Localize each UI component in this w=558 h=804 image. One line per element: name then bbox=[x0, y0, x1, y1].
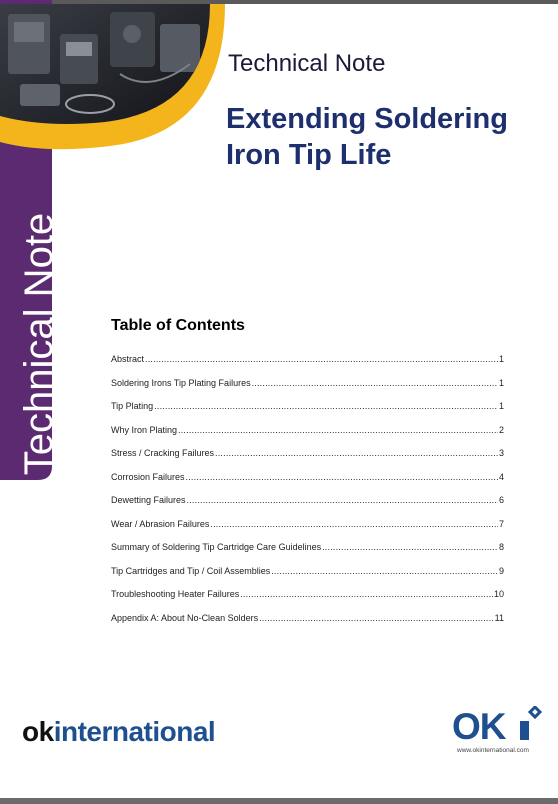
toc-entry[interactable] bbox=[111, 519, 504, 543]
toc-entry[interactable] bbox=[111, 425, 504, 449]
header-photo-image bbox=[0, 4, 225, 154]
table-of-contents bbox=[111, 354, 504, 636]
toc-entry-page: 11 bbox=[494, 612, 504, 623]
toc-entry[interactable] bbox=[111, 589, 504, 613]
toc-entry-title: Tip Plating bbox=[111, 401, 154, 411]
toc-entry[interactable] bbox=[111, 401, 504, 425]
toc-entry-title: Wear / Abrasion Failures bbox=[111, 518, 210, 529]
toc-entry-page: 10 bbox=[493, 589, 504, 599]
dot-leader bbox=[186, 472, 498, 482]
logo-ok-text: ok bbox=[22, 716, 54, 747]
dot-leader bbox=[187, 495, 498, 505]
toc-entry[interactable] bbox=[111, 542, 504, 566]
toc-entry-title: Tip Cartridges and Tip / Coil Assemblies bbox=[111, 565, 271, 576]
toc-entry-page: 1 bbox=[498, 377, 504, 388]
dot-leader bbox=[215, 448, 498, 458]
toc-entry[interactable] bbox=[111, 378, 504, 402]
toc-heading: Table of Contents bbox=[111, 317, 245, 334]
logo-international-text: international bbox=[53, 716, 216, 747]
toc-entry-page: 7 bbox=[498, 518, 504, 529]
toc-entry-title: Dewetting Failures bbox=[111, 495, 186, 505]
toc-entry[interactable] bbox=[111, 613, 504, 637]
toc-entry-title: Troubleshooting Heater Failures bbox=[111, 589, 240, 599]
title-line-1: Extending Soldering bbox=[226, 103, 508, 135]
title-line-2: Iron Tip Life bbox=[226, 139, 392, 171]
toc-entry-page: 2 bbox=[498, 424, 504, 435]
toc-entry[interactable] bbox=[111, 354, 504, 378]
dot-leader bbox=[178, 425, 498, 435]
toc-entry-page: 1 bbox=[498, 401, 504, 411]
toc-entry-title: Appendix A: About No-Clean Solders bbox=[111, 612, 259, 623]
bottom-border-bar bbox=[0, 798, 558, 804]
oki-logo bbox=[452, 706, 548, 744]
dot-leader bbox=[240, 589, 493, 599]
document-title bbox=[226, 101, 546, 173]
side-banner-text: Technical Note bbox=[17, 212, 61, 476]
toc-entry-title: Why Iron Plating bbox=[111, 424, 178, 435]
toc-entry[interactable] bbox=[111, 566, 504, 590]
toc-entry-title: Summary of Soldering Tip Cartridge Care Guidelines bbox=[111, 542, 322, 552]
toc-entry-title: Stress / Cracking Failures bbox=[111, 448, 215, 458]
toc-entry[interactable] bbox=[111, 495, 504, 519]
website-url[interactable]: www.okinternational.com bbox=[457, 747, 529, 754]
toc-entry-page: 6 bbox=[498, 495, 504, 505]
dot-leader bbox=[210, 519, 498, 529]
svg-text:OK: OK bbox=[452, 706, 506, 744]
toc-entry-title: Soldering Irons Tip Plating Failures bbox=[111, 377, 251, 388]
dot-leader bbox=[252, 378, 498, 388]
toc-entry-page: 8 bbox=[498, 542, 504, 552]
toc-entry-title: Abstract bbox=[111, 354, 145, 364]
toc-entry-page: 3 bbox=[498, 448, 504, 458]
document-type-label: Technical Note bbox=[228, 50, 386, 77]
toc-entry-page: 4 bbox=[498, 471, 504, 482]
toc-entry-page: 9 bbox=[498, 565, 504, 576]
dot-leader bbox=[154, 401, 498, 411]
dot-leader bbox=[271, 566, 498, 576]
toc-entry-title: Corrosion Failures bbox=[111, 471, 185, 482]
dot-leader bbox=[145, 354, 498, 364]
toc-entry-page: 1 bbox=[498, 354, 504, 364]
ok-international-logo bbox=[22, 716, 215, 748]
dot-leader bbox=[322, 542, 498, 552]
toc-entry[interactable] bbox=[111, 472, 504, 496]
dot-leader bbox=[259, 613, 494, 623]
toc-entry[interactable] bbox=[111, 448, 504, 472]
